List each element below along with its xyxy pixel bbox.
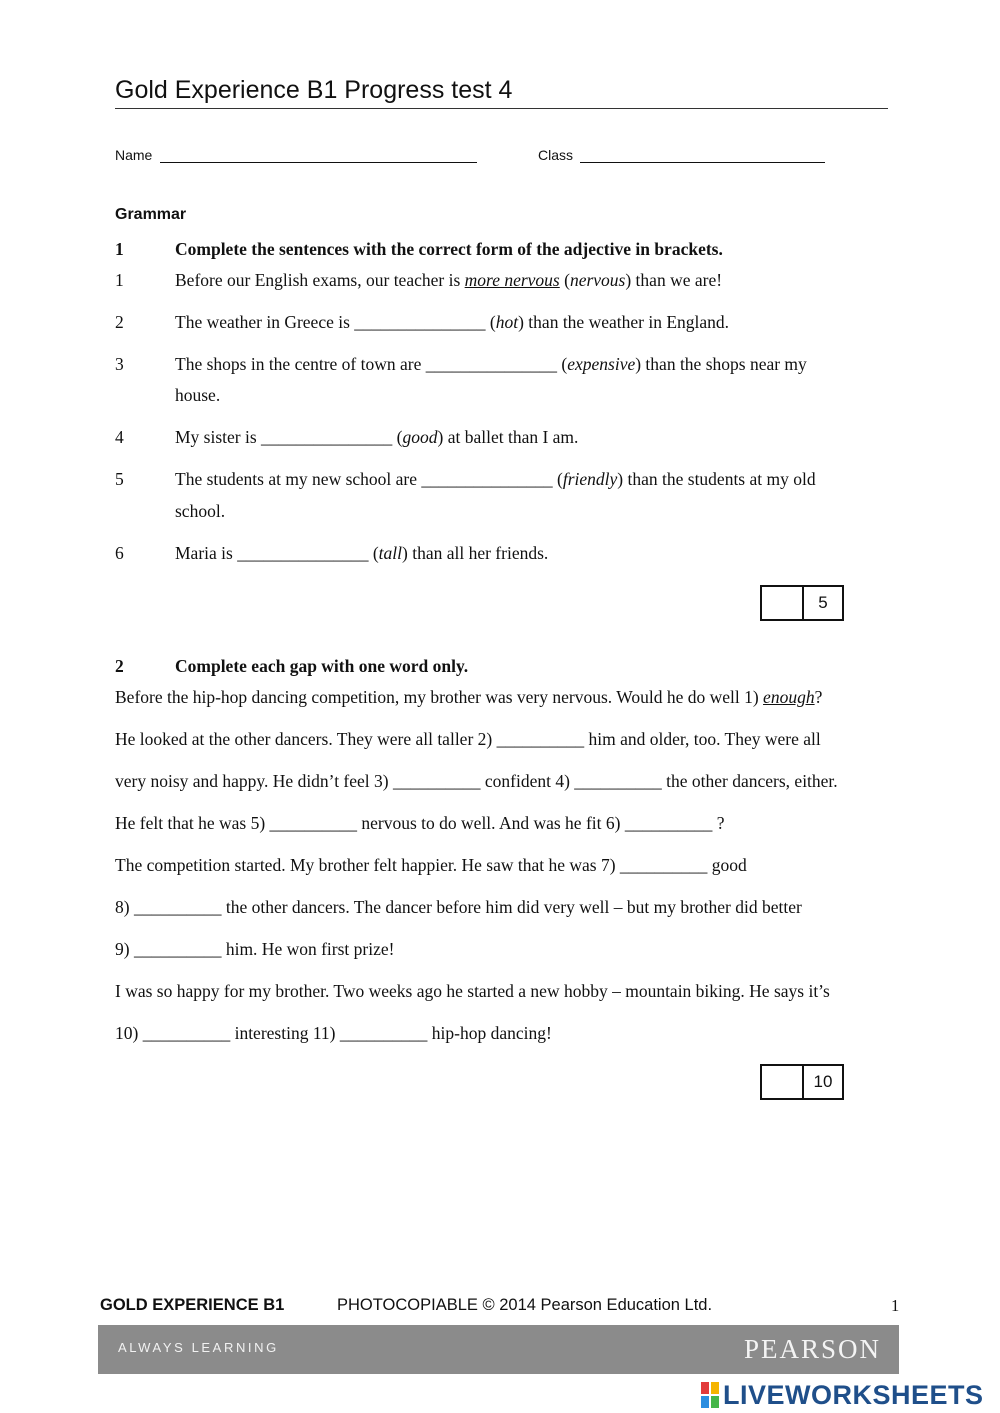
item-number: 1 [115, 270, 124, 290]
exercise2-line[interactable]: 9) __________ him. He won first prize! [115, 939, 395, 959]
line-text: Before the hip-hop dancing competition, my brother was very nervous. Would he do well 1) [115, 687, 764, 707]
page-title: Gold Experience B1 Progress test 4 [115, 76, 513, 104]
section-heading: Grammar [115, 206, 187, 223]
exercise1-number: 1 [115, 239, 124, 259]
item-text-cont: house. [175, 385, 221, 405]
item-text[interactable] [175, 353, 875, 375]
score-max: 5 [818, 593, 828, 612]
item-text-pre: My sister is _______________ ( [175, 427, 403, 447]
tagline: ALWAYS LEARNING [118, 1340, 279, 1355]
item-text-post: ) than the shops near my [635, 354, 807, 374]
adjective-hint: expensive [567, 354, 636, 374]
exercise1-instruction: Complete the sentences with the correct form of the adjective in brackets. [175, 239, 723, 259]
name-label: Name [115, 147, 153, 163]
item-text[interactable] [175, 311, 875, 333]
exercise2-line: I was so happy for my brother. Two weeks ago he started a new hobby – mountain biking. He says it’s [115, 981, 830, 1001]
item-number: 4 [115, 427, 124, 447]
exercise2-line[interactable]: The competition started. My brother felt happier. He saw that he was 7) __________ good [115, 855, 747, 875]
item-text-post: ) at ballet than I am. [437, 427, 579, 447]
adjective-hint: hot [495, 312, 519, 332]
liveworksheets-icon [700, 1381, 720, 1409]
liveworksheets-watermark [700, 1378, 984, 1412]
score-field[interactable] [762, 587, 804, 619]
item-text-cont: school. [175, 501, 226, 521]
exercise2-number: 2 [115, 656, 124, 676]
item-number: 6 [115, 543, 124, 563]
item-text-post: ) than the students at my old [617, 469, 816, 489]
item-text-post: ) than we are! [625, 270, 723, 290]
item-text-pre: Maria is _______________ ( [175, 543, 379, 563]
item-number: 5 [115, 469, 124, 489]
item-text-pre: Before our English exams, our teacher is [175, 270, 465, 290]
page-number: 1 [891, 1296, 900, 1315]
item-text[interactable] [175, 542, 875, 564]
class-field[interactable] [580, 162, 825, 163]
item-text[interactable] [175, 426, 875, 448]
exercise2-line [115, 686, 822, 708]
adjective-hint: friendly [562, 469, 618, 489]
item-number: 3 [115, 354, 124, 374]
adjective-hint: nervous [569, 270, 626, 290]
name-field[interactable] [160, 162, 477, 163]
exercise2-line[interactable]: 10) __________ interesting 11) __________ hip-hop dancing! [115, 1023, 552, 1043]
footer-copyright: PHOTOCOPIABLE © 2014 Pearson Education Ltd. [337, 1296, 713, 1314]
class-label: Class [538, 147, 574, 163]
item-text[interactable] [175, 468, 875, 490]
exercise2-line[interactable]: very noisy and happy. He didn’t feel 3) __________ confident 4) __________ the other dancers, either. [115, 771, 838, 791]
item-text-pre: The students at my new school are _______________ ( [175, 469, 563, 489]
publisher-logo: PEARSON [743, 1334, 881, 1364]
item-text [175, 269, 875, 291]
item-text-mid: ( [559, 270, 570, 290]
item-text-post: ) than the weather in England. [518, 312, 730, 332]
score-max: 10 [813, 1072, 833, 1091]
item-text-post: ) than all her friends. [402, 543, 549, 563]
publisher-band [98, 1325, 899, 1374]
exercise2-line[interactable]: 8) __________ the other dancers. The dancer before him did very well – but my brother did better [115, 897, 802, 917]
example-answer: more nervous [464, 270, 560, 290]
adjective-hint: tall [378, 543, 403, 563]
example-answer: enough [763, 687, 815, 707]
exercise2-line[interactable]: He felt that he was 5) __________ nervous to do well. And was he fit 6) __________ ? [115, 813, 725, 833]
score-field[interactable] [762, 1066, 804, 1098]
exercise2-instruction: Complete each gap with one word only. [175, 656, 469, 676]
watermark-text: LIVEWORKSHEETS [723, 1379, 984, 1410]
footer-book-title: GOLD EXPERIENCE B1 [100, 1296, 285, 1314]
item-text-pre: The shops in the centre of town are _______________ ( [175, 354, 568, 374]
item-text-pre: The weather in Greece is _______________ ( [175, 312, 496, 332]
exercise2-score-box [760, 1064, 844, 1100]
item-number: 2 [115, 312, 124, 332]
line-text-end: ? [814, 687, 823, 707]
title-divider [115, 108, 888, 109]
exercise1-score-box [760, 585, 844, 621]
adjective-hint: good [402, 427, 438, 447]
exercise2-line[interactable]: He looked at the other dancers. They were all taller 2) __________ him and older, too. They were all [115, 729, 821, 749]
